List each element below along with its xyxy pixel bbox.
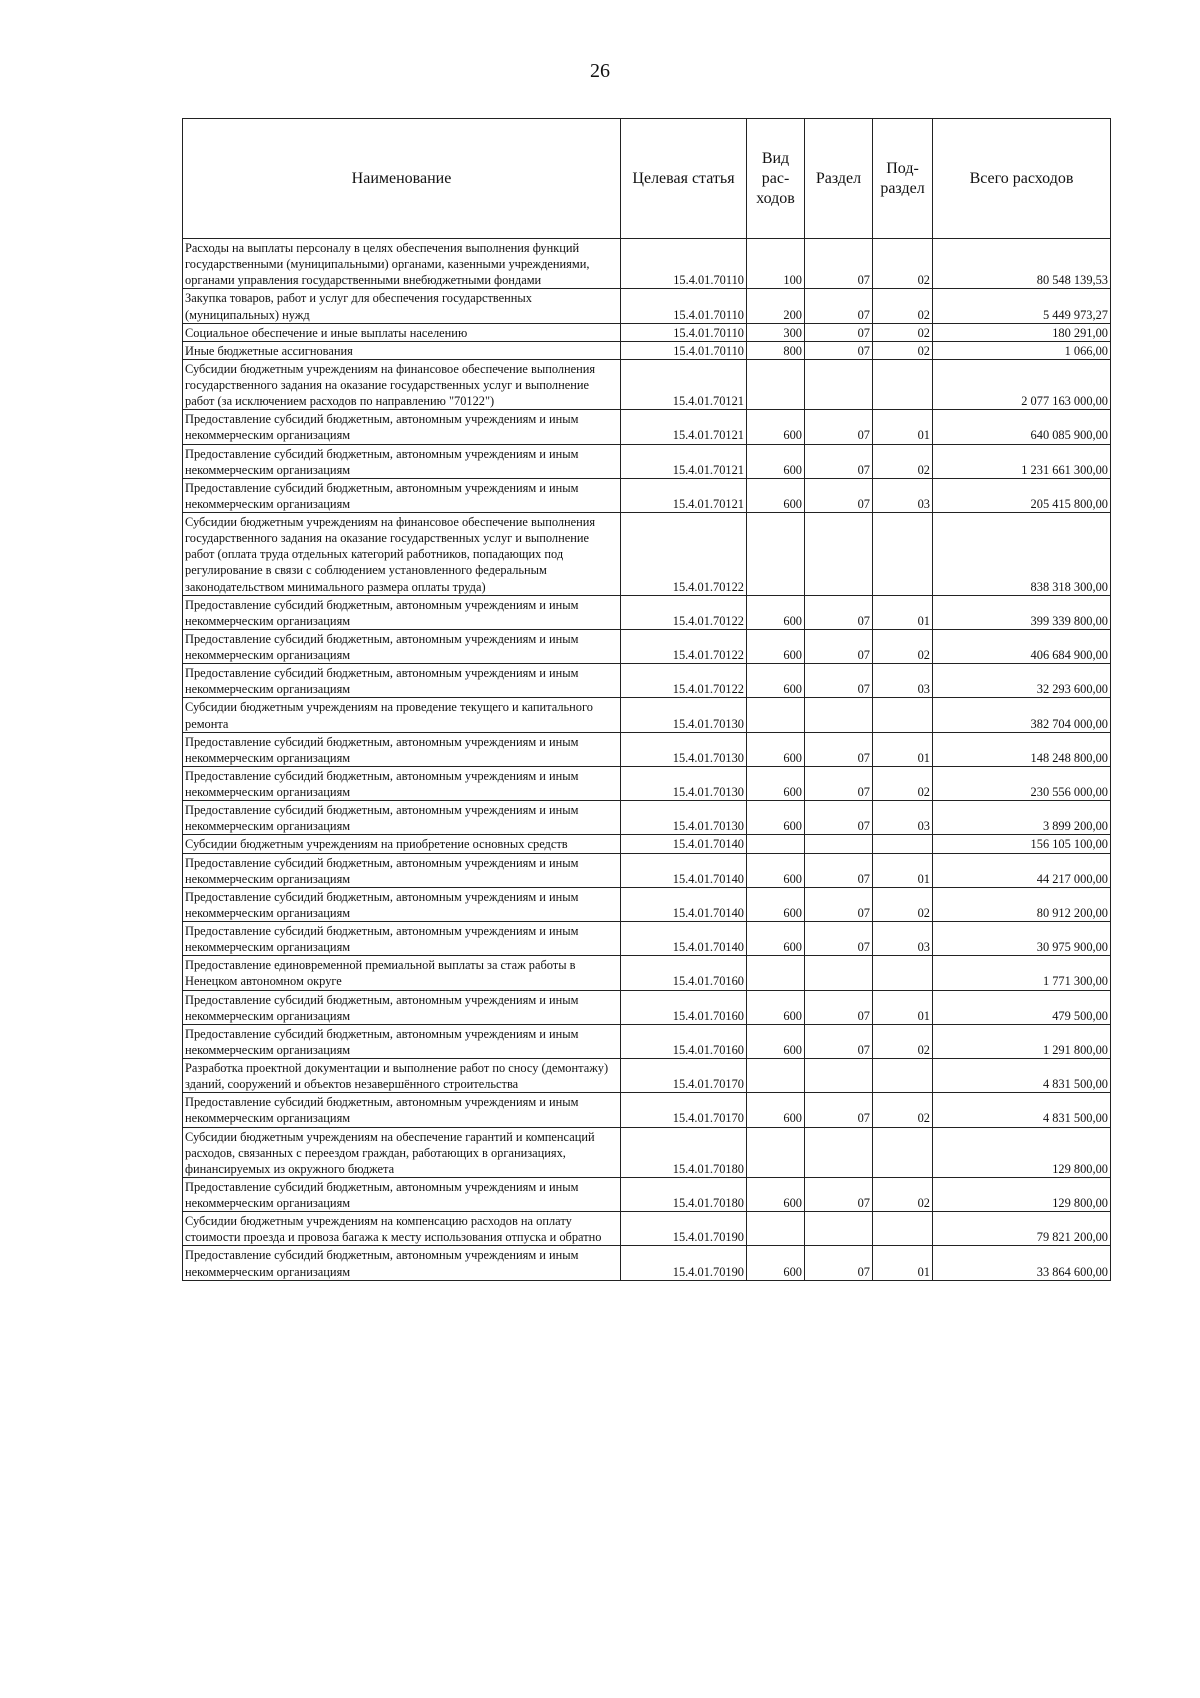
row-subsection [873, 1059, 933, 1093]
table-row [183, 341, 1111, 359]
row-total: 129 800,00 [933, 1127, 1111, 1177]
row-expense-kind: 600 [747, 664, 805, 698]
row-expense-kind: 600 [747, 990, 805, 1024]
row-target-article: 15.4.01.70121 [621, 444, 747, 478]
row-name: Разработка проектной документации и выполнение работ по сносу (демонтажу) зданий, сооружений и объектов незавершённого строительства [183, 1059, 621, 1093]
row-name: Предоставление единовременной премиальной выплаты за стаж работы в Ненецком автономном округе [183, 956, 621, 990]
row-target-article: 15.4.01.70130 [621, 766, 747, 800]
row-target-article: 15.4.01.70110 [621, 323, 747, 341]
row-target-article: 15.4.01.70122 [621, 664, 747, 698]
table-row [183, 595, 1111, 629]
row-name: Предоставление субсидий бюджетным, автономным учреждениям и иным некоммерческим организациям [183, 410, 621, 444]
row-subsection: 02 [873, 887, 933, 921]
row-name: Предоставление субсидий бюджетным, автономным учреждениям и иным некоммерческим организациям [183, 595, 621, 629]
row-section: 07 [805, 990, 873, 1024]
row-section: 07 [805, 801, 873, 835]
row-expense-kind: 600 [747, 595, 805, 629]
table-row [183, 1127, 1111, 1177]
row-name: Субсидии бюджетным учреждениям на финансовое обеспечение выполнения государственного задания на оказание государственных услуг и выполнение работ (за исключением расходов по направлению "70122") [183, 359, 621, 409]
row-expense-kind [747, 956, 805, 990]
row-total: 1 066,00 [933, 341, 1111, 359]
table-row [183, 922, 1111, 956]
row-section [805, 359, 873, 409]
row-target-article: 15.4.01.70160 [621, 990, 747, 1024]
table-row [183, 1246, 1111, 1280]
row-target-article: 15.4.01.70160 [621, 1024, 747, 1058]
row-subsection: 02 [873, 1177, 933, 1211]
row-subsection: 02 [873, 629, 933, 663]
table-row [183, 853, 1111, 887]
row-subsection: 01 [873, 990, 933, 1024]
row-total: 838 318 300,00 [933, 513, 1111, 596]
row-subsection: 03 [873, 664, 933, 698]
row-section: 07 [805, 410, 873, 444]
row-section: 07 [805, 887, 873, 921]
row-name: Предоставление субсидий бюджетным, автономным учреждениям и иным некоммерческим организациям [183, 444, 621, 478]
row-name: Иные бюджетные ассигнования [183, 341, 621, 359]
budget-table [182, 118, 1111, 1281]
header-subsection: Под- раздел [873, 119, 933, 239]
row-name: Предоставление субсидий бюджетным, автономным учреждениям и иным некоммерческим организациям [183, 478, 621, 512]
row-name: Субсидии бюджетным учреждениям на обеспечение гарантий и компенсаций расходов, связанных с переездом граждан, работающих в организациях, финансируемых из окружного бюджета [183, 1127, 621, 1177]
row-expense-kind: 600 [747, 478, 805, 512]
row-target-article: 15.4.01.70122 [621, 629, 747, 663]
table-row [183, 801, 1111, 835]
row-total: 30 975 900,00 [933, 922, 1111, 956]
row-total: 156 105 100,00 [933, 835, 1111, 853]
row-target-article: 15.4.01.70180 [621, 1127, 747, 1177]
row-target-article: 15.4.01.70140 [621, 853, 747, 887]
row-subsection [873, 1212, 933, 1246]
row-subsection: 02 [873, 323, 933, 341]
row-section: 07 [805, 478, 873, 512]
row-expense-kind: 800 [747, 341, 805, 359]
row-name: Предоставление субсидий бюджетным, автономным учреждениям и иным некоммерческим организациям [183, 887, 621, 921]
row-subsection [873, 698, 933, 732]
row-section [805, 698, 873, 732]
table-row [183, 1024, 1111, 1058]
row-section [805, 835, 873, 853]
row-subsection: 01 [873, 732, 933, 766]
table-row [183, 359, 1111, 409]
header-total: Всего расходов [933, 119, 1111, 239]
row-section: 07 [805, 629, 873, 663]
row-subsection [873, 956, 933, 990]
row-name: Расходы на выплаты персоналу в целях обеспечения выполнения функций государственными (муниципальными) органами, казенными учреждениями, органами управления государственными внебюджетными фондами [183, 239, 621, 289]
header-name: Наименование [183, 119, 621, 239]
row-subsection: 02 [873, 1093, 933, 1127]
row-section: 07 [805, 341, 873, 359]
row-expense-kind [747, 1212, 805, 1246]
table-row [183, 732, 1111, 766]
row-target-article: 15.4.01.70190 [621, 1212, 747, 1246]
row-subsection: 03 [873, 801, 933, 835]
table-row [183, 289, 1111, 323]
row-total: 180 291,00 [933, 323, 1111, 341]
table-row [183, 1177, 1111, 1211]
row-total: 479 500,00 [933, 990, 1111, 1024]
row-target-article: 15.4.01.70110 [621, 239, 747, 289]
row-section: 07 [805, 239, 873, 289]
row-subsection: 01 [873, 410, 933, 444]
table-body [183, 239, 1111, 1281]
row-section: 07 [805, 1093, 873, 1127]
row-section [805, 513, 873, 596]
table-header-row [183, 119, 1111, 239]
row-expense-kind [747, 835, 805, 853]
row-section [805, 1212, 873, 1246]
row-target-article: 15.4.01.70170 [621, 1093, 747, 1127]
row-target-article: 15.4.01.70130 [621, 801, 747, 835]
row-expense-kind: 600 [747, 444, 805, 478]
table-row [183, 444, 1111, 478]
row-target-article: 15.4.01.70122 [621, 595, 747, 629]
row-name: Субсидии бюджетным учреждениям на финансовое обеспечение выполнения государственного задания на оказание государственных услуг и выполнение работ (оплата труда отдельных категорий работников, попадающих под регулирование в связи с соблюдением установленного федеральным законодательством минимального размера оплаты труда) [183, 513, 621, 596]
row-total: 80 548 139,53 [933, 239, 1111, 289]
row-expense-kind [747, 359, 805, 409]
row-subsection [873, 1127, 933, 1177]
table-row [183, 766, 1111, 800]
row-target-article: 15.4.01.70130 [621, 698, 747, 732]
row-total: 3 899 200,00 [933, 801, 1111, 835]
row-total: 2 077 163 000,00 [933, 359, 1111, 409]
row-name: Субсидии бюджетным учреждениям на приобретение основных средств [183, 835, 621, 853]
row-name: Предоставление субсидий бюджетным, автономным учреждениям и иным некоммерческим организациям [183, 1024, 621, 1058]
row-subsection: 03 [873, 478, 933, 512]
row-subsection [873, 513, 933, 596]
row-subsection [873, 835, 933, 853]
row-target-article: 15.4.01.70160 [621, 956, 747, 990]
row-expense-kind: 200 [747, 289, 805, 323]
row-expense-kind [747, 1127, 805, 1177]
row-total: 1 771 300,00 [933, 956, 1111, 990]
row-name: Предоставление субсидий бюджетным, автономным учреждениям и иным некоммерческим организациям [183, 922, 621, 956]
row-name: Закупка товаров, работ и услуг для обеспечения государственных (муниципальных) нужд [183, 289, 621, 323]
row-target-article: 15.4.01.70140 [621, 887, 747, 921]
row-name: Субсидии бюджетным учреждениям на проведение текущего и капитального ремонта [183, 698, 621, 732]
row-expense-kind: 600 [747, 1246, 805, 1280]
row-section: 07 [805, 444, 873, 478]
row-subsection: 01 [873, 1246, 933, 1280]
row-name: Предоставление субсидий бюджетным, автономным учреждениям и иным некоммерческим организациям [183, 990, 621, 1024]
table-row [183, 956, 1111, 990]
row-section: 07 [805, 1024, 873, 1058]
row-name: Социальное обеспечение и иные выплаты населению [183, 323, 621, 341]
row-expense-kind: 600 [747, 801, 805, 835]
table-row [183, 990, 1111, 1024]
row-expense-kind: 600 [747, 629, 805, 663]
row-subsection [873, 359, 933, 409]
table-row [183, 478, 1111, 512]
row-expense-kind: 600 [747, 1024, 805, 1058]
row-section: 07 [805, 732, 873, 766]
row-total: 4 831 500,00 [933, 1093, 1111, 1127]
row-target-article: 15.4.01.70121 [621, 359, 747, 409]
page-number: 26 [590, 60, 610, 82]
row-name: Предоставление субсидий бюджетным, автономным учреждениям и иным некоммерческим организациям [183, 1246, 621, 1280]
row-section [805, 956, 873, 990]
table-row [183, 698, 1111, 732]
row-section: 07 [805, 853, 873, 887]
row-name: Предоставление субсидий бюджетным, автономным учреждениям и иным некоммерческим организациям [183, 766, 621, 800]
row-subsection: 01 [873, 595, 933, 629]
table-row [183, 1212, 1111, 1246]
row-total: 382 704 000,00 [933, 698, 1111, 732]
row-target-article: 15.4.01.70122 [621, 513, 747, 596]
row-name: Предоставление субсидий бюджетным, автономным учреждениям и иным некоммерческим организациям [183, 629, 621, 663]
row-name: Предоставление субсидий бюджетным, автономным учреждениям и иным некоммерческим организациям [183, 853, 621, 887]
row-target-article: 15.4.01.70140 [621, 922, 747, 956]
row-subsection: 02 [873, 1024, 933, 1058]
row-section: 07 [805, 289, 873, 323]
header-section: Раздел [805, 119, 873, 239]
table-row [183, 629, 1111, 663]
row-expense-kind [747, 1059, 805, 1093]
row-total: 32 293 600,00 [933, 664, 1111, 698]
header-kind: Вид рас- ходов [747, 119, 805, 239]
row-total: 406 684 900,00 [933, 629, 1111, 663]
row-total: 1 231 661 300,00 [933, 444, 1111, 478]
row-target-article: 15.4.01.70110 [621, 341, 747, 359]
row-total: 79 821 200,00 [933, 1212, 1111, 1246]
row-expense-kind: 100 [747, 239, 805, 289]
row-total: 44 217 000,00 [933, 853, 1111, 887]
row-expense-kind: 600 [747, 1177, 805, 1211]
table-row [183, 239, 1111, 289]
table-row [183, 835, 1111, 853]
row-subsection: 02 [873, 444, 933, 478]
row-target-article: 15.4.01.70180 [621, 1177, 747, 1211]
row-name: Предоставление субсидий бюджетным, автономным учреждениям и иным некоммерческим организациям [183, 1093, 621, 1127]
row-section: 07 [805, 323, 873, 341]
row-subsection: 01 [873, 853, 933, 887]
row-target-article: 15.4.01.70121 [621, 478, 747, 512]
table-row [183, 513, 1111, 596]
row-expense-kind [747, 513, 805, 596]
row-expense-kind: 600 [747, 1093, 805, 1127]
row-total: 1 291 800,00 [933, 1024, 1111, 1058]
row-name: Предоставление субсидий бюджетным, автономным учреждениям и иным некоммерческим организациям [183, 732, 621, 766]
table-row [183, 664, 1111, 698]
table-row [183, 1059, 1111, 1093]
row-total: 399 339 800,00 [933, 595, 1111, 629]
row-section: 07 [805, 1177, 873, 1211]
row-target-article: 15.4.01.70140 [621, 835, 747, 853]
row-section: 07 [805, 595, 873, 629]
row-target-article: 15.4.01.70121 [621, 410, 747, 444]
row-section [805, 1059, 873, 1093]
row-subsection: 02 [873, 239, 933, 289]
row-expense-kind: 600 [747, 766, 805, 800]
row-section: 07 [805, 1246, 873, 1280]
row-name: Предоставление субсидий бюджетным, автономным учреждениям и иным некоммерческим организациям [183, 664, 621, 698]
row-target-article: 15.4.01.70130 [621, 732, 747, 766]
row-section: 07 [805, 664, 873, 698]
row-total: 148 248 800,00 [933, 732, 1111, 766]
row-expense-kind: 600 [747, 853, 805, 887]
row-total: 5 449 973,27 [933, 289, 1111, 323]
row-target-article: 15.4.01.70170 [621, 1059, 747, 1093]
header-target: Целевая статья [621, 119, 747, 239]
row-expense-kind [747, 698, 805, 732]
row-expense-kind: 300 [747, 323, 805, 341]
table-row [183, 1093, 1111, 1127]
row-target-article: 15.4.01.70190 [621, 1246, 747, 1280]
row-subsection: 02 [873, 289, 933, 323]
row-total: 230 556 000,00 [933, 766, 1111, 800]
row-expense-kind: 600 [747, 887, 805, 921]
row-expense-kind: 600 [747, 732, 805, 766]
row-expense-kind: 600 [747, 410, 805, 444]
row-total: 80 912 200,00 [933, 887, 1111, 921]
table-row [183, 887, 1111, 921]
row-total: 4 831 500,00 [933, 1059, 1111, 1093]
row-total: 129 800,00 [933, 1177, 1111, 1211]
row-subsection: 03 [873, 922, 933, 956]
row-total: 33 864 600,00 [933, 1246, 1111, 1280]
table-row [183, 323, 1111, 341]
row-name: Предоставление субсидий бюджетным, автономным учреждениям и иным некоммерческим организациям [183, 1177, 621, 1211]
row-subsection: 02 [873, 341, 933, 359]
row-total: 640 085 900,00 [933, 410, 1111, 444]
row-subsection: 02 [873, 766, 933, 800]
row-section: 07 [805, 922, 873, 956]
row-target-article: 15.4.01.70110 [621, 289, 747, 323]
row-name: Субсидии бюджетным учреждениям на компенсацию расходов на оплату стоимости проезда и провоза багажа к месту использования отпуска и обратно [183, 1212, 621, 1246]
table-row [183, 410, 1111, 444]
row-name: Предоставление субсидий бюджетным, автономным учреждениям и иным некоммерческим организациям [183, 801, 621, 835]
row-total: 205 415 800,00 [933, 478, 1111, 512]
row-expense-kind: 600 [747, 922, 805, 956]
row-section: 07 [805, 766, 873, 800]
row-section [805, 1127, 873, 1177]
